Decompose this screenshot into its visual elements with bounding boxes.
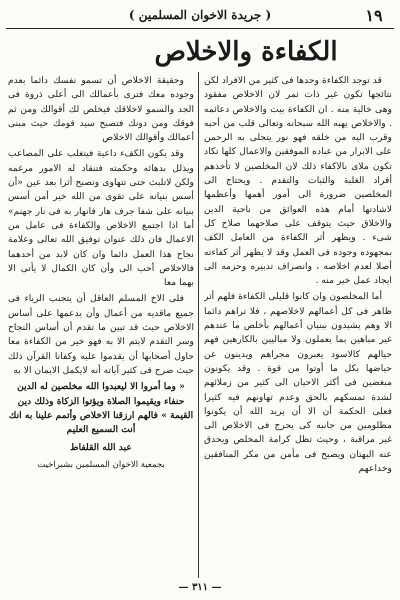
paragraph: فلى الاخ المسلم العاقل أن يتجنب الرياء فى جميع ماقديه من أعمال وأن يدعمها على أساس الاخلاص حيث قد تبين ما تقدم أن أساس النجاح وسر التقدم لايتم الا به فهو خير من الكفاءة معا حاول أصحابها أن يقدموا عليه وكفانا القرآن ذلك حيث صرح فى كثير آياته أنه لايكمل الايمان الا به — [8, 293, 194, 376]
right-column — [204, 74, 392, 580]
paragraph: قد توجد الكفاءة وحدها فى كثير من الافراد لكن نتائجها تكون غير ذات ثمر لان الاخلاص مفقود وهى خالية منه . ان الكفاءة بيت والاخلاص دعائمه . والاخلاص يهبه الله سبحانه وتعالى قلب من أحبه وقرب اليه من خلقه فهو نور يتجلى به الرحمن على الابرار من عباده الموفقين والاعمال كلها تكاد تكون ملاى بالاكفاء ذلك لان المخلصين لا تأخذهم أفراد الغلبة والثبات والتقدم . ويحتاج الى المخلصين ضرورة الى أمور أهمها وأعظمها لاشادتها أمام هذه العوائق من ناحية الدين والاخلاق حيث يتوقف على صلاحهما صلاح كل شىء . ويظهر أثر الكفاءة من العامل الكف بمجهوده وجوده فى العمل وقد لا يظهر أثر كفاءته أصلا لعدم اخلاصه ، وانصراف تدبيره وحزمه الى ايجاد عمل خير منه . — [204, 75, 392, 287]
left-column — [8, 74, 194, 580]
author-signature: عبد الله القلفاط — [70, 442, 132, 454]
paragraph: أما المخلصون وان كانوا قليلى الكفاءة فلهم أثر ظاهر فى كل أعمالهم لاخلاصهم ، فلا تراهم دائما الا وهم يشيدون ببنيان أعمالهم بأخلص ما عندهم غير مباهين بما يعملون ولا مباليين بالكارهين فهم حيالهم كالاسود يعبرون مجراهم ويدينون عن حياضها بكل ما أوتوا من قوة . وقد يكونون مبغضين فى أكثر الاحيان الى كثير من زملائهم لشدة تمسكهم بالحق وعدم تهاونهم فيه كثيرا فعلى الحكمة أن الا أن يريد الله أن يكونوا مظلومين من جانبه كى يحرج فى الاخلاص الى غير مراقبة ، وحيث تظل كرامة المخلص ويحدق عنه البهتان ويصبح فى مأمن من مكر المنافقين وخداعهم — [204, 291, 392, 475]
paragraph: وحقيقة الاخلاص أن تسمو نفسك دائما بعدم وجوده معك فترى بأعمالك الى أعلى ذروة فى الجد والسمو لاخلاقك فيخلص لك أقوالك ومن ثم فوقك ومن دونك فتصبح سيد قومك حيث مبنى أعمالك وأقوالك الاخلاص — [8, 75, 194, 144]
article-title: الكفاءة والاخلاص — [154, 37, 338, 67]
header-rule — [6, 28, 394, 29]
page-footer — [0, 582, 400, 596]
page-number: ١٩ — [365, 5, 383, 25]
footer-page-mark: — ٣١١ — — [178, 582, 222, 593]
author-affiliation: بجمعية الاخوان المسلمين بشبراخيت — [37, 459, 165, 470]
paragraph: وقد يكون الكفء داعية فيتغلب على المصاعب ويذلل بدهائه وحكمته فتنقاد له الامور مرغمه ولكن لاتلبث حتى تتهاوى وتصبح أثرا بعد عين «أن أسس بنيانه على تقوى من الله خير أمن أسس بنيانه على شفا جرف هار فانهار به فى نار جهنم» أما اذا اجتمع الاخلاص والكفاءة فى عامل من الاعمال فان ذلك عنوان توفيق الله تعالى وعلامة نجاح هذا العمل دائما وان كان لابد من أحدهما فالاخلاص أحب الى وأن كان الكمال لا يأتى الا بهما معا — [8, 148, 194, 289]
running-head: ( جريدة الاخوان المسلمين ) — [128, 8, 272, 22]
column-divider — [198, 72, 199, 578]
quran-quote: « وما أمروا الا ليعبدوا الله مخلصين له الدين حنفاء ويقيموا الصلاة ويؤتوا الزكاة وذلك دين القيمة » فالهم ارزقنا الاخلاص وأتمم علينا به انك أنت السميع العليم — [8, 381, 194, 436]
page-header — [6, 4, 394, 26]
